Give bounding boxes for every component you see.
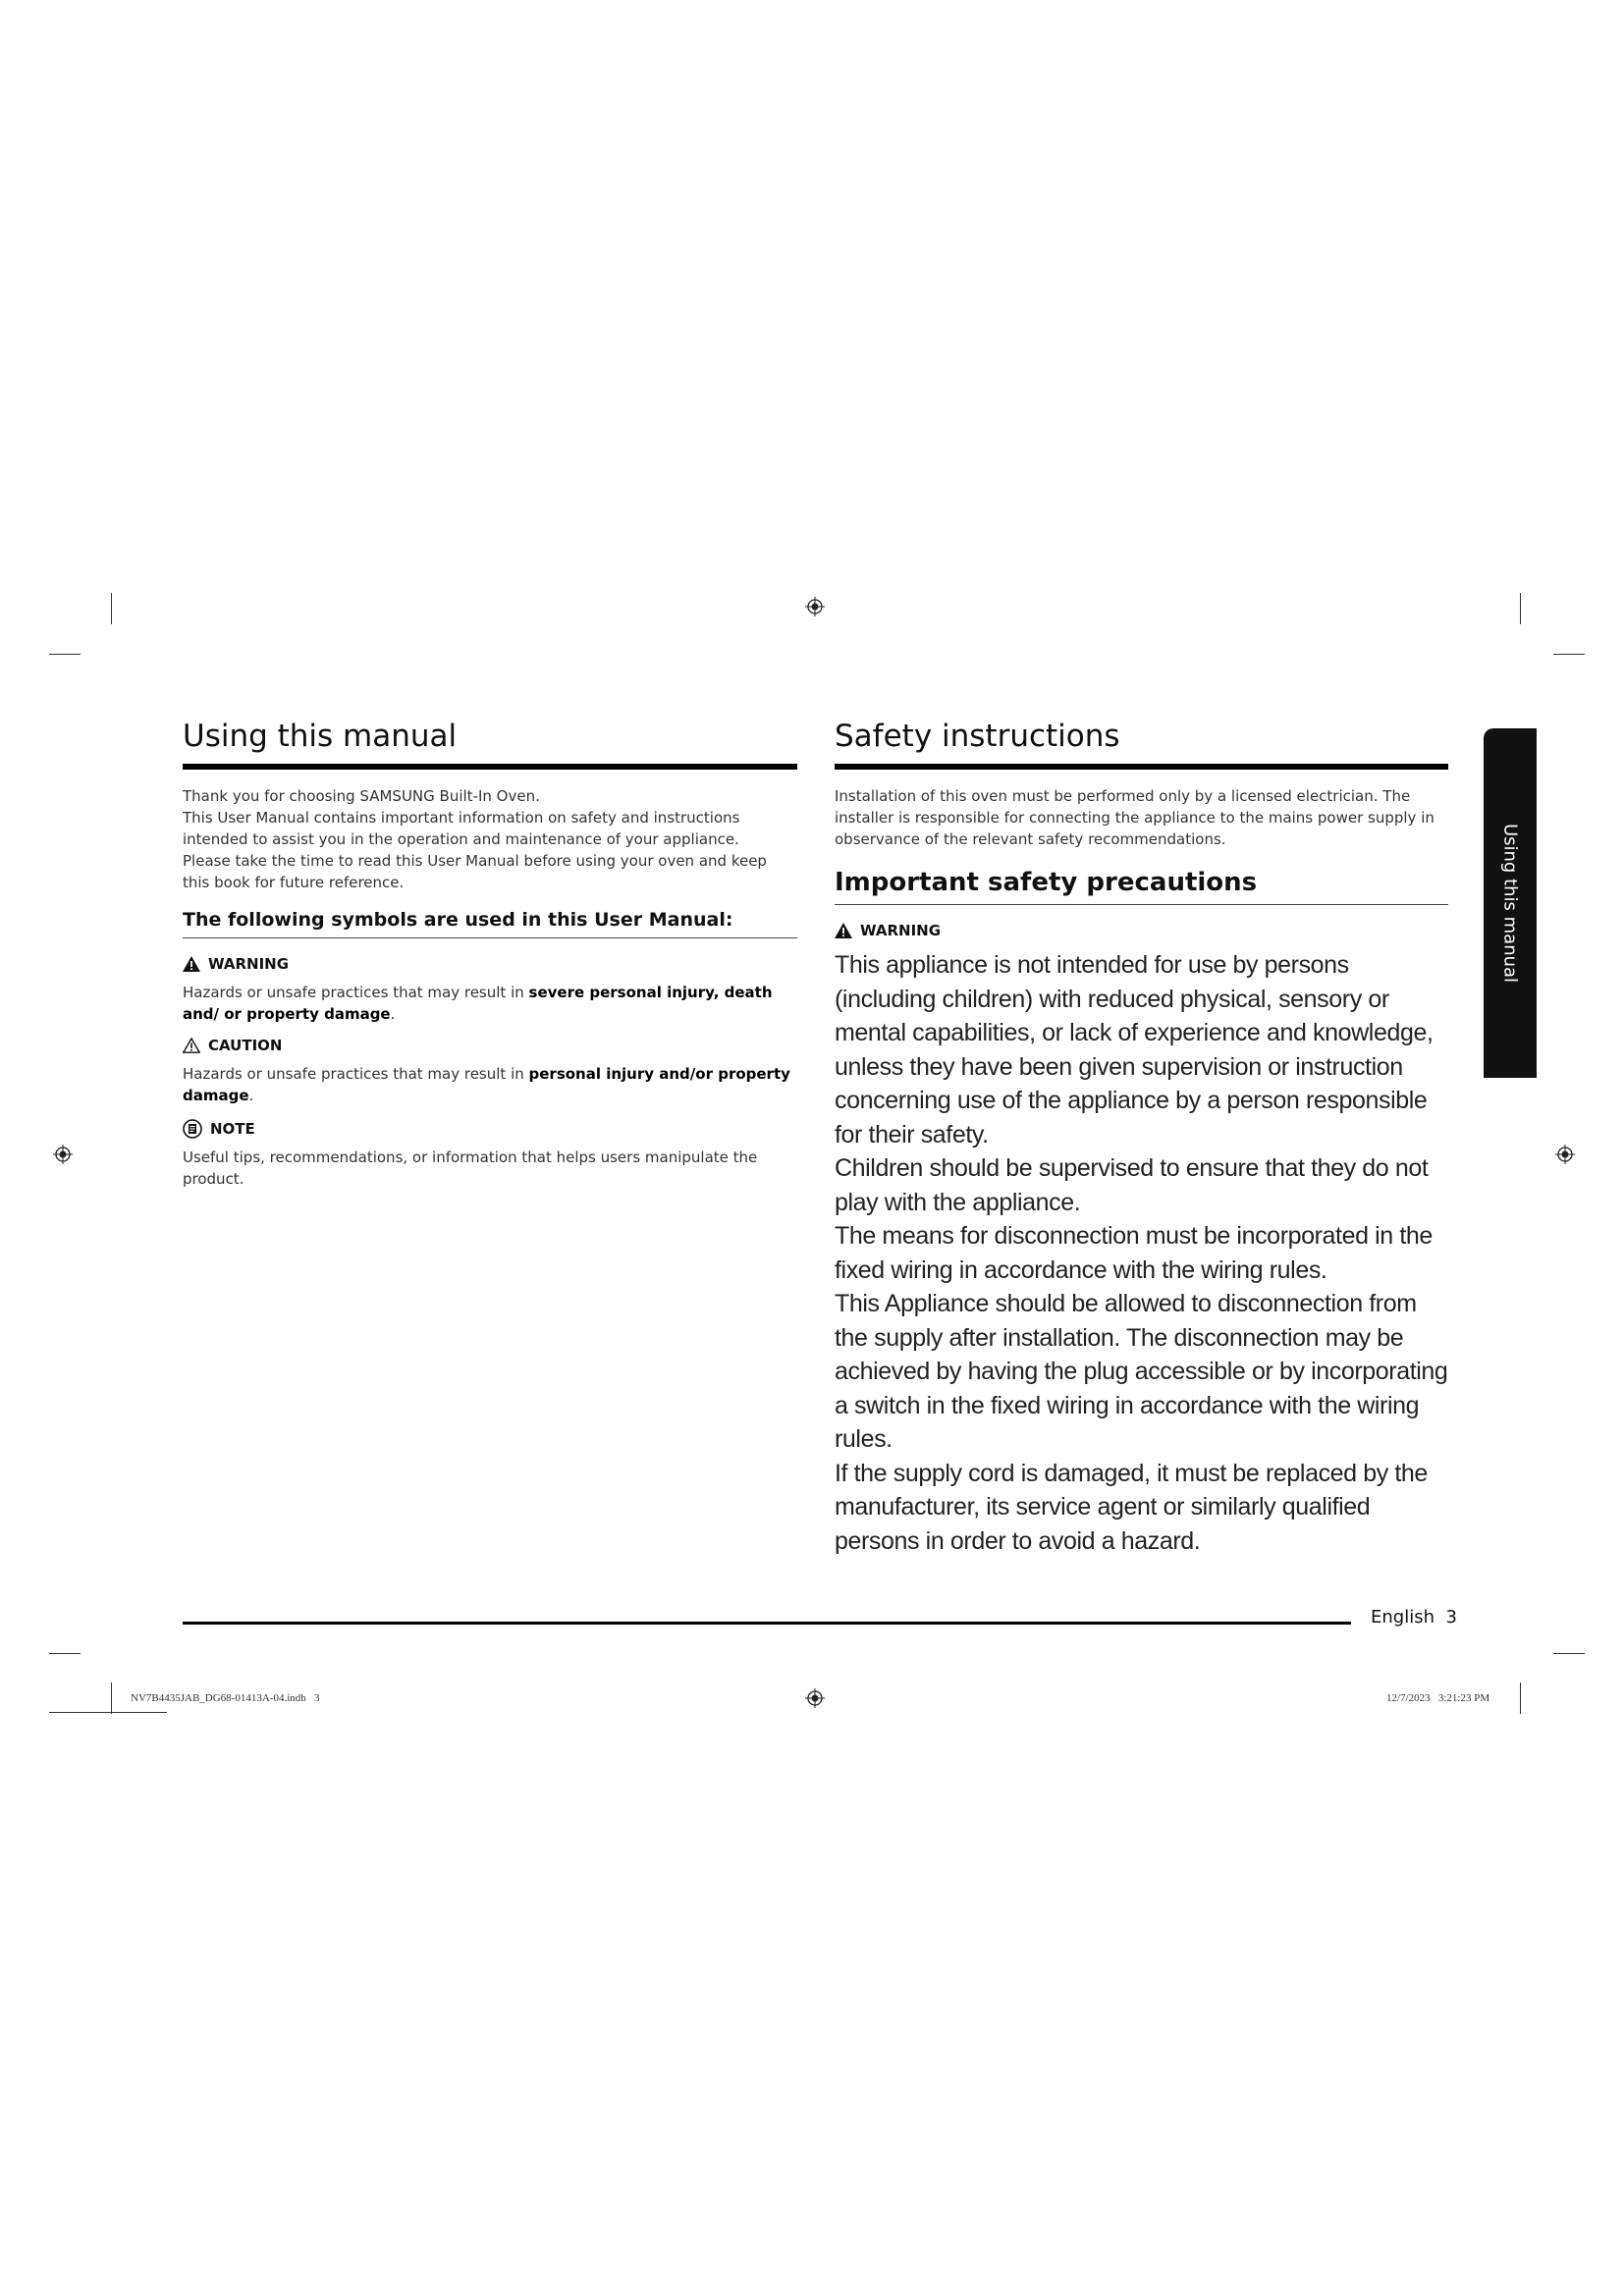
installation-text: Installation of this oven must be performed only by a licensed electrician. The installer is responsible for connecting the appliance to the mains power supply in observance of the relevant safety recommendations.: [835, 787, 1435, 848]
safety-paragraph: The means for disconnection must be incorporated in the fixed wiring in accordance with the wiring rules.: [835, 1222, 1433, 1284]
crop-mark: [49, 1653, 81, 1654]
caution-label: CAUTION: [183, 1037, 282, 1054]
crop-mark: [1520, 1682, 1521, 1714]
side-tab: [1484, 728, 1537, 1078]
warning-triangle-filled-icon: [183, 956, 200, 972]
safety-paragraph: This appliance is not intended for use by persons (including children) with reduced physical, sensory or mental capabilities, or lack of experience and knowledge, unless they have been given supervision or instruction concerning use of the appliance by a person responsible for their safety.: [835, 951, 1434, 1148]
subtitle-rule: [835, 904, 1448, 905]
caution-description: Hazards or unsafe practices that may result in personal injury and/or property damage.: [183, 1065, 790, 1104]
safety-warning-label: WARNING: [835, 922, 941, 939]
crop-mark: [1553, 1653, 1585, 1654]
note-label: NOTE: [183, 1119, 255, 1139]
warning-triangle-outline-icon: [183, 1038, 200, 1053]
note-description: Useful tips, recommendations, or information that helps users manipulate the product.: [183, 1148, 758, 1188]
title-rule: [835, 764, 1448, 770]
warning-description: Hazards or unsafe practices that may result in severe personal injury, death and/ or property damage.: [183, 984, 773, 1023]
safety-paragraphs: [835, 948, 1453, 1558]
crop-mark: [111, 593, 112, 624]
crop-mark: [111, 1682, 112, 1714]
print-file-slug: NV7B4435JAB_DG68-01413A-04.indb 3: [131, 1692, 320, 1704]
section-title-using-manual: Using this manual: [183, 719, 458, 754]
footer-rule: [183, 1622, 1351, 1625]
registration-mark-icon: [805, 597, 825, 616]
symbols-rule: [183, 937, 797, 938]
intro-text: Thank you for choosing SAMSUNG Built-In Oven. This User Manual contains important information on safety and instructions intended to assist you in the operation and maintenance of your appliance. Please take the time to read this User Manual before using your oven and keep this book for future reference.: [183, 787, 767, 891]
section-title-safety: Safety instructions: [835, 719, 1120, 754]
warning-label: WARNING: [183, 955, 289, 973]
important-safety-heading: Important safety precautions: [835, 868, 1258, 897]
safety-paragraph: Children should be supervised to ensure that they do not play with the appliance.: [835, 1154, 1429, 1216]
registration-mark-icon: [53, 1145, 73, 1164]
safety-paragraph: This Appliance should be allowed to disconnection from the supply after installation. The disconnection may be achieved by having the plug accessible or by incorporating a switch in the fixed wiring in accordance with the wiring rules.: [835, 1290, 1448, 1453]
title-rule: [183, 764, 797, 770]
side-tab-label: Using this manual: [1499, 823, 1521, 984]
crop-mark: [1520, 593, 1521, 624]
crop-mark: [49, 1712, 167, 1713]
warning-triangle-filled-icon: [835, 923, 852, 938]
page-number: English 3: [1371, 1607, 1457, 1628]
registration-mark-icon: [1555, 1145, 1575, 1164]
registration-mark-icon: [805, 1688, 825, 1708]
symbols-heading: The following symbols are used in this User Manual:: [183, 909, 733, 931]
crop-mark: [49, 654, 81, 655]
safety-paragraph: If the supply cord is damaged, it must be replaced by the manufacturer, its service agent or similarly qualified persons in order to avoid a hazard.: [835, 1459, 1428, 1555]
crop-mark: [1553, 654, 1585, 655]
note-icon: [183, 1119, 202, 1139]
print-datetime-slug: 12/7/2023 3:21:23 PM: [1386, 1692, 1490, 1704]
